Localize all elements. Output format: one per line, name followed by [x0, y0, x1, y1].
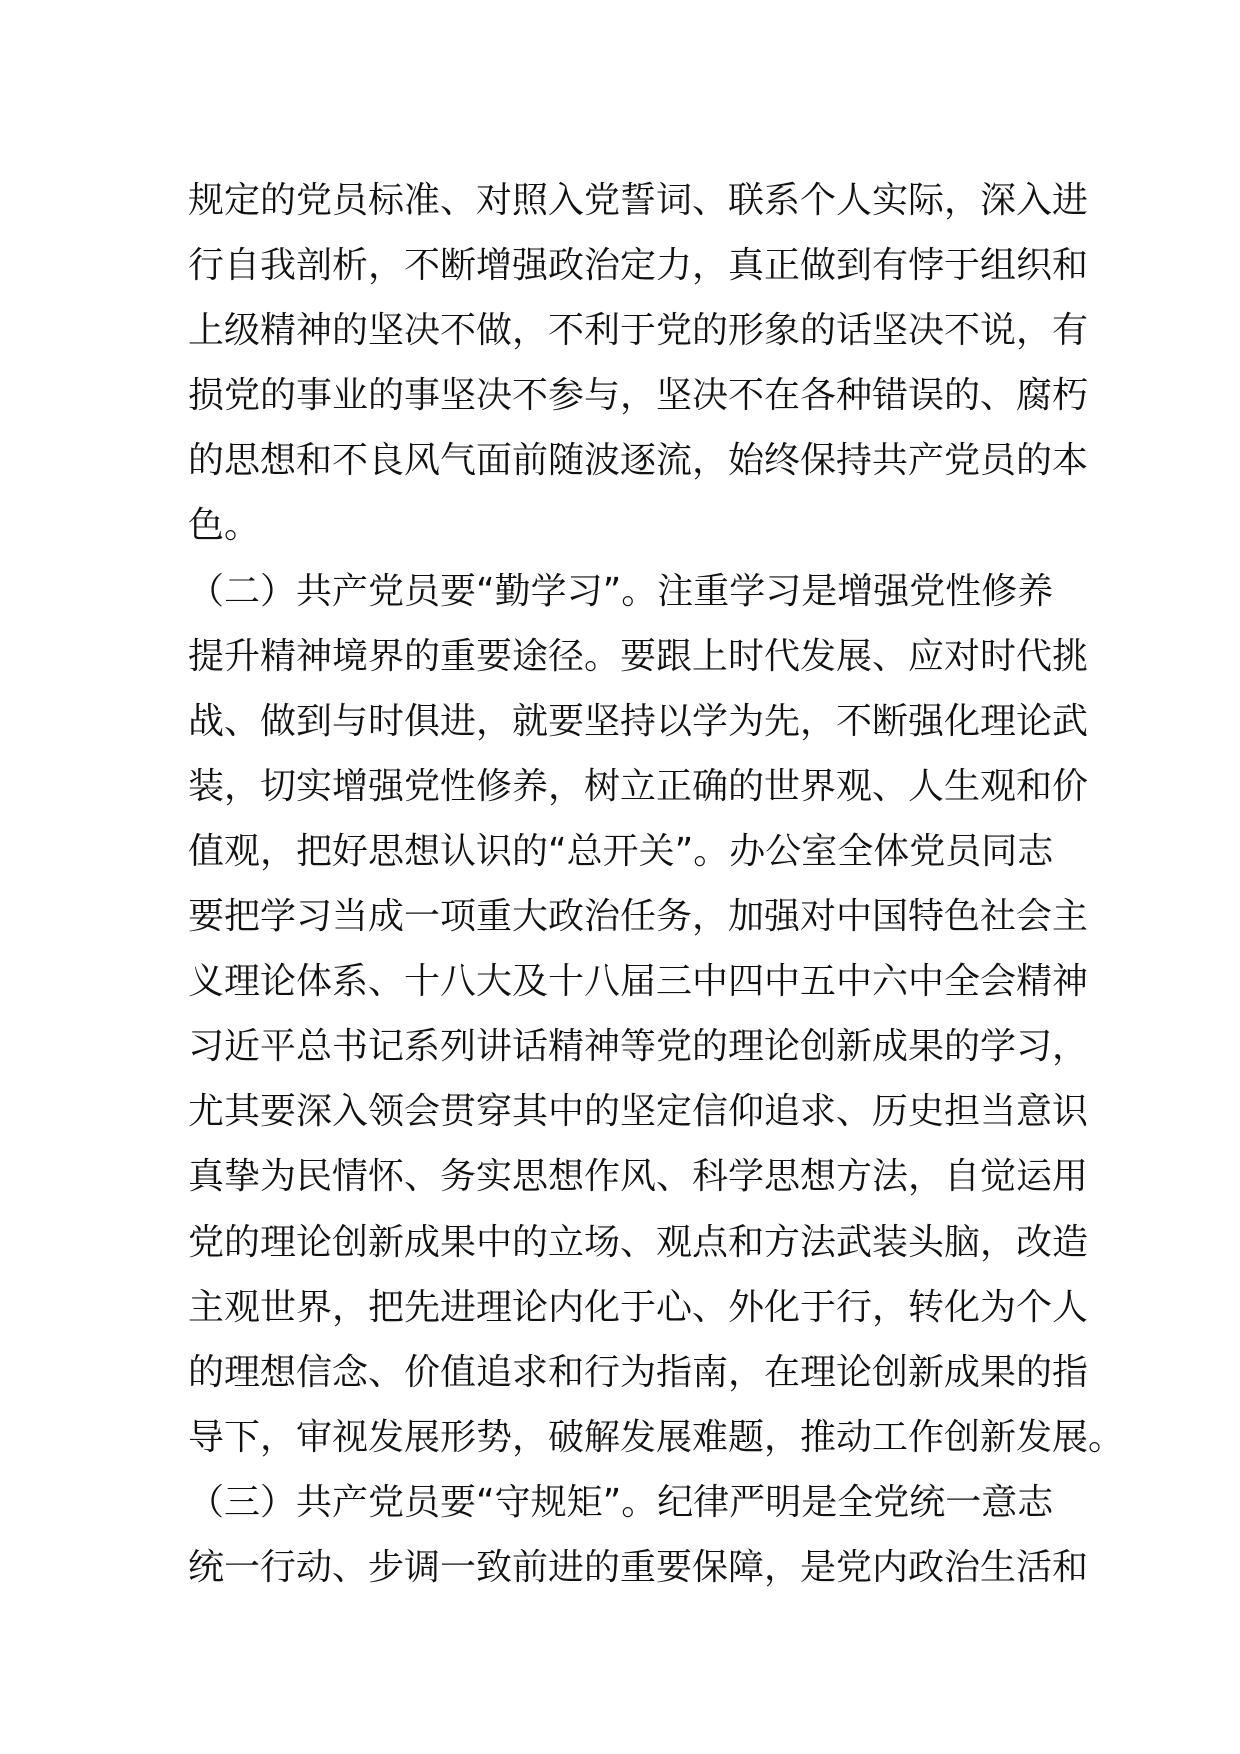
text-line: 的思想和不良风气面前随波逐流，始终保持共产党员的本 — [188, 440, 1089, 482]
text-line: 损党的事业的事坚决不参与，坚决不在各种错误的、腐朽 — [188, 375, 1089, 417]
text-line: 习近平总书记系列讲话精神等党的理论创新成果的学习， — [188, 1026, 1089, 1068]
text-line: 战、做到与时俱进，就要坚持以学为先，不断强化理论武 — [188, 700, 1089, 742]
body-text — [188, 168, 1125, 1600]
text-line: 党的理论创新成果中的立场、观点和方法武装头脑，改造 — [188, 1221, 1089, 1263]
text-line: 义理论体系、十八大及十八届三中四中五中六中全会精神 — [188, 961, 1089, 1003]
text-line: 装，切实增强党性修养，树立正确的世界观、人生观和价 — [188, 765, 1089, 807]
text-line: 规定的党员标准、对照入党誓词、联系个人实际，深入进 — [188, 180, 1089, 221]
text-line: 色。 — [188, 505, 261, 547]
text-line: 上级精神的坚决不做，不利于党的形象的话坚决不说，有 — [188, 310, 1089, 352]
text-line: 提升精神境界的重要途径。要跟上时代发展、应对时代挑 — [188, 635, 1089, 677]
text-line: 导下，审视发展形势，破解发展难题，推动工作创新发展。 — [188, 1416, 1125, 1458]
text-line: 行自我剖析，不断增强政治定力，真正做到有悖于组织和 — [188, 245, 1089, 287]
text-line: 统一行动、步调一致前进的重要保障，是党内政治生活和 — [188, 1546, 1089, 1588]
text-line: 的理想信念、价值追求和行为指南，在理论创新成果的指 — [188, 1351, 1089, 1393]
text-line: 要把学习当成一项重大政治任务，加强对中国特色社会主 — [188, 896, 1089, 938]
section-heading-line: （三）共产党员要“守规矩”。纪律严明是全党统一意志 — [188, 1481, 1054, 1523]
text-line: 值观，把好思想认识的“总开关”。办公室全体党员同志 — [188, 830, 1054, 872]
text-line: 主观世界，把先进理论内化于心、外化于行，转化为个人 — [188, 1286, 1089, 1328]
text-line: 真挚为民情怀、务实思想作风、科学思想方法，自觉运用 — [188, 1156, 1089, 1198]
text-line: 尤其要深入领会贯穿其中的坚定信仰追求、历史担当意识 — [188, 1091, 1089, 1133]
section-heading-line: （二）共产党员要“勤学习”。注重学习是增强党性修养 — [188, 570, 1054, 612]
